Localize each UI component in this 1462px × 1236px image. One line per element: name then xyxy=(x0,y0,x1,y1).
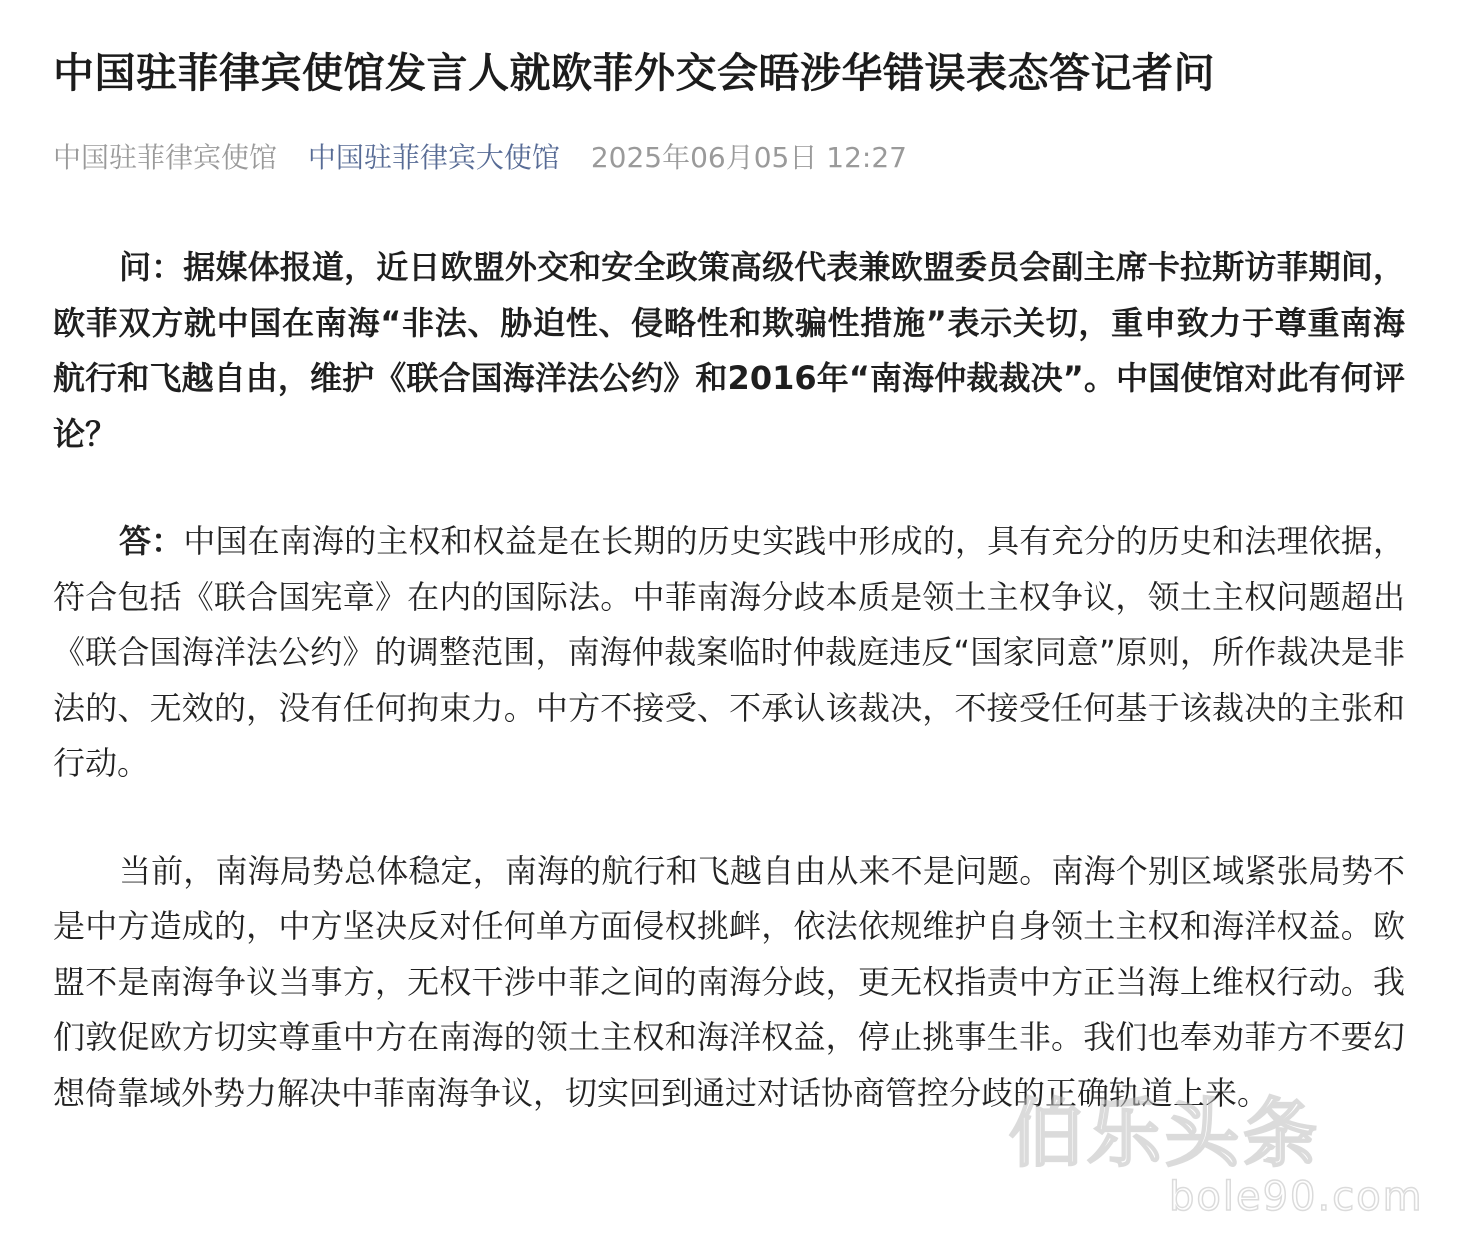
watermark-url: bole90.com xyxy=(1169,1174,1424,1220)
publish-time: 2025年06月05日 12:27 xyxy=(590,141,907,174)
article-meta xyxy=(53,136,1405,180)
answer-text: 中国在南海的主权和权益是在长期的历史实践中形成的，具有充分的历史和法理依据，符合包括《联合国宪章》在内的国际法。中菲南海分歧本质是领土主权争议，领土主权问题超出《联合国海洋法公约》的调整范围，南海仲裁案临时仲裁庭违反“国家同意”原则，所作裁决是非法的、无效的，没有任何拘束力。中方不接受、不承认该裁决，不接受任何基于该裁决的主张和行动。 xyxy=(53,522,1405,782)
watermark-logo: 伯乐头条 xyxy=(1009,1091,1321,1177)
article xyxy=(53,38,1405,1173)
answer-lead: 答： xyxy=(119,522,184,560)
article-body xyxy=(53,240,1405,1121)
article-title: 中国驻菲律宾使馆发言人就欧菲外交会晤涉华错误表态答记者问 xyxy=(53,49,1215,97)
body-paragraph: 当前，南海局势总体稳定，南海的航行和飞越自由从来不是问题。南海个别区域紧张局势不是中方造成的，中方坚决反对任何单方面侵权挑衅，依法依规维护自身领土主权和海洋权益。欧盟不是南海争议当事方，无权干涉中菲之间的南海分歧，更无权指责中方正当海上维权行动。我们敦促欧方切实尊重中方在南海的领土主权和海洋权益，停止挑事生非。我们也奉劝菲方不要幻想倚靠域外势力解决中菲南海争议，切实回到通过对话协商管控分歧的正确轨道上来。 xyxy=(53,851,1405,1112)
answer-paragraph xyxy=(53,514,1405,792)
author-name: 中国驻菲律宾使馆 xyxy=(53,141,278,174)
account-link[interactable]: 中国驻菲律宾大使馆 xyxy=(307,141,560,174)
question-paragraph: 问：据媒体报道，近日欧盟外交和安全政策高级代表兼欧盟委员会副主席卡拉斯访菲期间，欧菲双方就中国在南海“非法、胁迫性、侵略性和欺骗性措施”表示关切，重申致力于尊重南海航行和飞越自由，维护《联合国海洋法公约》和2016年“南海仲裁裁决”。中国使馆对此有何评论？ xyxy=(53,248,1405,453)
